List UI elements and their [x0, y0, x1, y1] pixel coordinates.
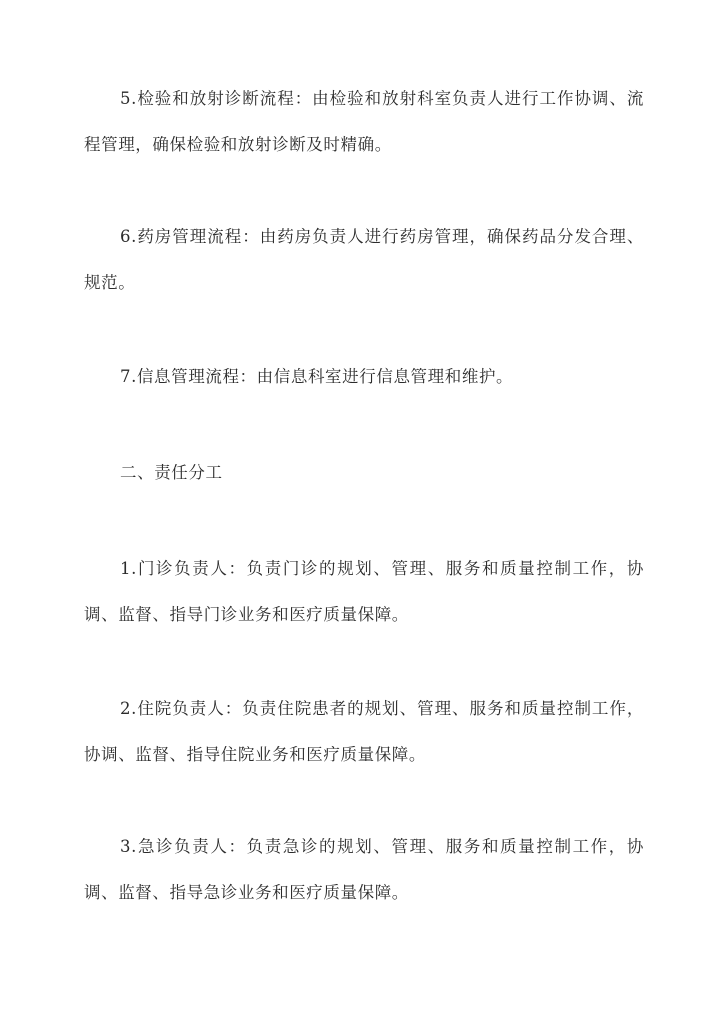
paragraph-outpatient-head: 1.门诊负责人：负责门诊的规划、管理、服务和质量控制工作，协调、监督、指导门诊业务和医疗质量保障。: [84, 559, 644, 624]
paragraph-inpatient-head: 2.住院负责人：负责住院患者的规划、管理、服务和质量控制工作，协调、监督、指导住院业务和医疗质量保障。: [84, 699, 644, 764]
paragraph-information: 7.信息管理流程：由信息科室进行信息管理和维护。: [120, 367, 514, 386]
paragraph-inspection-radiology: 5.检验和放射诊断流程：由检验和放射科室负责人进行工作协调、流程管理，确保检验和放射诊断及时精确。: [84, 89, 644, 154]
paragraph-emergency-head: 3.急诊负责人：负责急诊的规划、管理、服务和质量控制工作，协调、监督、指导急诊业务和医疗质量保障。: [84, 837, 644, 902]
paragraph-pharmacy: 6.药房管理流程：由药房负责人进行药房管理，确保药品分发合理、规范。: [84, 227, 644, 292]
section-heading-responsibilities: 二、责任分工: [120, 463, 223, 482]
